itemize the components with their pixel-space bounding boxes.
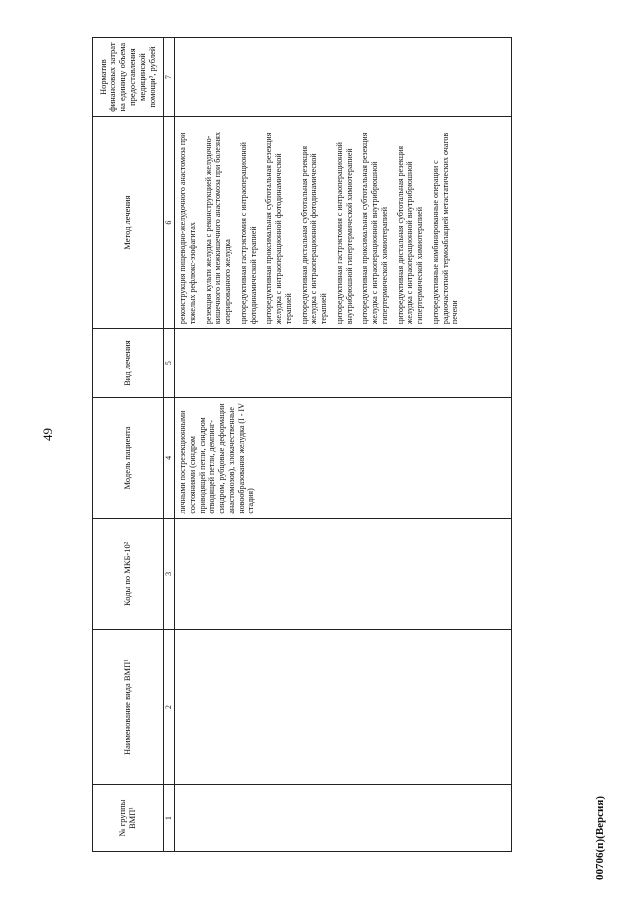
header-vmp-name: Наименование вида ВМП¹: [93, 630, 164, 785]
method-item: циторедуктивная дистальная субтотальная резекция желудка с интраоперационной внутрибрюшной гипертермической химиотерапией: [395, 145, 424, 325]
column-number-row: [164, 38, 175, 852]
method-item: циторедуктивная гастрэктомия с интраоперационной фотодинамической терапией: [238, 142, 258, 325]
method-item: циторедуктивная гастрэктомия с интраоперационной внутрибрюшной гипертермической химиотерапией: [334, 142, 354, 325]
cell-treatment-methods: [175, 117, 512, 329]
column-number: 7: [164, 38, 175, 117]
table-row: [175, 38, 512, 852]
header-cost-standard: Норматив финансовых затрат на единицу объема предоставления медицинской помощи³, рублей: [93, 38, 164, 117]
method-item: резекция культи желудка с реконструкцией желудочно-кишечного или межкишечного анастомоза при болезнях оперированного желудка: [203, 132, 232, 325]
rotated-table-page: [92, 37, 520, 852]
cell-treatment-type: [175, 329, 512, 398]
cell-cost-standard: [175, 38, 512, 117]
header-group-number: № группы ВМП¹: [93, 785, 164, 852]
header-patient-model: Модель пациента: [93, 398, 164, 518]
method-item: реконструкция пищеводно-желудочного анастомоза при тяжелых рефлюкс-эзофагитах: [178, 132, 197, 325]
document-footer: 00706(п)(Версия): [594, 796, 606, 880]
header-treatment-method: Метод лечения: [93, 117, 164, 329]
column-number: 6: [164, 117, 175, 329]
method-item: циторедуктивная проксимальная субтотальная резекция желудка с интраоперационной внутрибрюшной гипертермической химиотерапией: [360, 132, 389, 325]
column-number: 3: [164, 518, 175, 630]
patient-model-text: личными пострезекционными состояниями (синдром приводящей петли, синдром отводящей петли, демпинг-синдром, рубцовые деформации анастомозов), злокачественные новообразования желудка (I - IV стадия): [178, 403, 256, 514]
cell-icd-codes: [175, 518, 512, 630]
page-number: 49: [40, 428, 55, 441]
header-icd-codes: Коды по МКБ-10²: [93, 518, 164, 630]
column-number: 5: [164, 329, 175, 398]
cell-patient-model: [175, 398, 512, 518]
header-row: [93, 38, 164, 852]
column-number: 2: [164, 630, 175, 785]
cell-vmp-name: [175, 630, 512, 785]
method-item: циторедуктивная проксимальная субтотальная резекция желудка с интраоперационной фотодинамической терапией: [264, 132, 293, 325]
column-number: 1: [164, 785, 175, 852]
column-number: 4: [164, 398, 175, 518]
header-treatment-type: Вид лечения: [93, 329, 164, 398]
cell-group-number: [175, 785, 512, 852]
method-item: циторедуктивная дистальная субтотальная резекция желудка с интраоперационной фотодинамической терапией: [299, 145, 328, 325]
method-item: циторедуктивные комбинированные операции с радиочастотной термоаблацией метастатических очагов печени: [430, 132, 460, 325]
vmp-table: [92, 37, 512, 852]
